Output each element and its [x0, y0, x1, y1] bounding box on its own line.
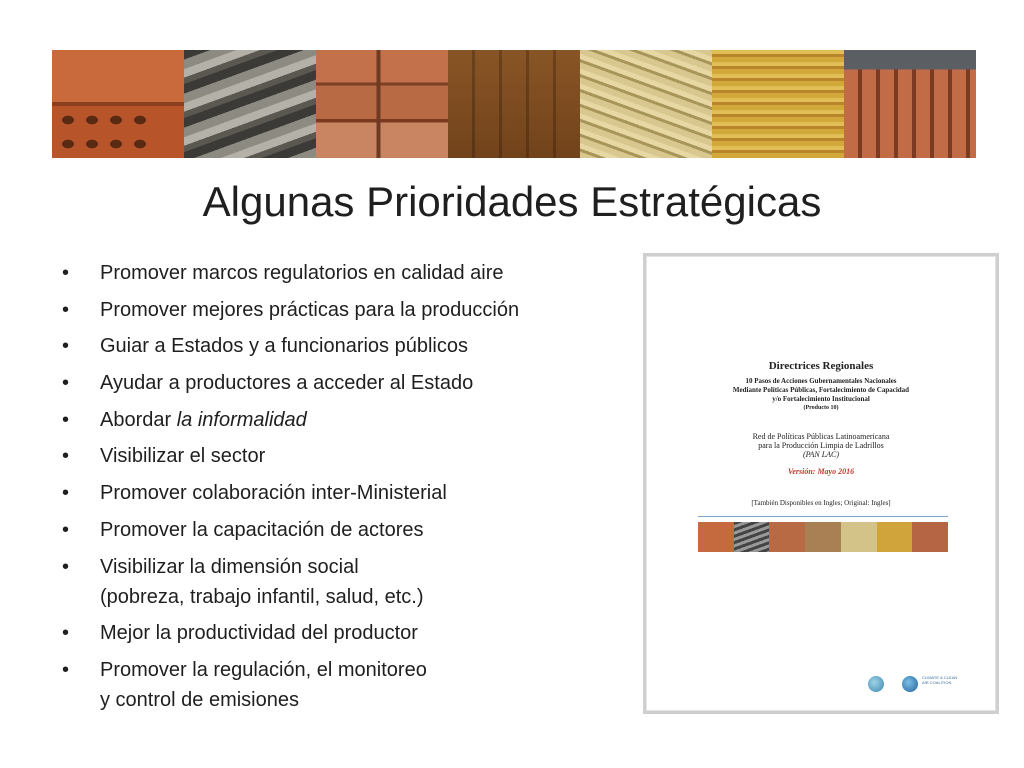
- bullet-icon: •: [62, 445, 70, 468]
- bullet-icon: •: [62, 408, 70, 431]
- document-image-strip: [698, 522, 948, 552]
- document-network-line: (PAN LAC): [802, 450, 840, 459]
- priority-list: [62, 258, 622, 722]
- document-subtitle-line: y/o Fortalecimiento Institucional: [772, 395, 870, 403]
- document-availability: [También Disponibles en Ingles; Original: Ingles]: [751, 499, 891, 507]
- list-item: • Promover marcos regulatorios en calidad aire: [62, 258, 622, 288]
- document-subtitle-line: (Producto 10): [803, 405, 839, 411]
- bullet-icon: •: [62, 622, 70, 645]
- bullet-icon: •: [62, 335, 70, 358]
- bullet-icon: •: [62, 518, 70, 541]
- brick-photo: [734, 522, 770, 552]
- bullet-icon: •: [62, 262, 70, 284]
- hollow-bricks-image: [52, 50, 184, 158]
- document-version: Versión: Mayo 2016: [787, 467, 855, 476]
- list-item: • Promover la capacitación de actores: [62, 515, 622, 545]
- list-item-continuation: (pobreza, trabajo infantil, salud, etc.): [100, 585, 424, 608]
- list-item: • Guiar a Estados y a funcionarios públicos: [62, 331, 622, 361]
- document-network-line: Red de Políticas Públicas Latinoamericana: [752, 432, 890, 441]
- document-cover-thumbnail: [643, 253, 999, 714]
- document-subtitle-line: Mediante Políticas Públicas, Fortalecimiento de Capacidad: [732, 386, 910, 394]
- list-item: • Promover mejores prácticas para la producción: [62, 295, 622, 325]
- bullet-icon: •: [62, 482, 70, 505]
- brick-photo: [805, 522, 841, 552]
- roof-tiles-image: [184, 50, 316, 158]
- block-stack-image: [844, 50, 976, 158]
- brick-photo: [698, 522, 734, 552]
- document-network-line: para la Producción Limpia de Ladrillos: [758, 441, 884, 450]
- divider: [698, 516, 948, 517]
- brick-photo: [877, 522, 913, 552]
- ccac-logo-text: CLIMATE & CLEAN AIR COALITION: [922, 675, 958, 685]
- brick-photo: [912, 522, 948, 552]
- bullet-icon: •: [62, 298, 70, 321]
- drying-bricks-image: [580, 50, 712, 158]
- list-item-continuation: y control de emisiones: [100, 688, 299, 711]
- ccac-logo-icon: [902, 676, 918, 692]
- list-item: • Mejor la productividad del productor: [62, 618, 622, 648]
- straw-bale-image: [712, 50, 844, 158]
- list-item: • Ayudar a productores a acceder al Estado: [62, 368, 622, 398]
- slide-title: Algunas Prioridades Estratégicas: [202, 178, 822, 225]
- brick-photo: [841, 522, 877, 552]
- list-item: • Promover la regulación, el monitoreo y control de emisiones: [62, 655, 622, 715]
- document-title: Directrices Regionales: [768, 360, 874, 372]
- organization-logo-icon: [868, 676, 884, 692]
- list-item: • Visibilizar el sector: [62, 441, 622, 471]
- emphasis-text: la informalidad: [176, 408, 307, 431]
- list-item: • Visibilizar la dimensión social (pobreza, trabajo infantil, salud, etc.): [62, 552, 622, 612]
- document-subtitle-line: 10 Pasos de Acciones Gubernamentales Nacionales: [745, 377, 897, 385]
- bullet-icon: •: [62, 658, 70, 681]
- header-image-banner: [52, 50, 976, 158]
- bullet-icon: •: [62, 372, 70, 395]
- adobe-blocks-image: [448, 50, 580, 158]
- brick-photo: [769, 522, 805, 552]
- clay-bricks-image: [316, 50, 448, 158]
- bullet-icon: •: [62, 555, 70, 578]
- list-item: • Abordar la informalidad: [62, 405, 622, 435]
- list-item: • Promover colaboración inter-Ministerial: [62, 478, 622, 508]
